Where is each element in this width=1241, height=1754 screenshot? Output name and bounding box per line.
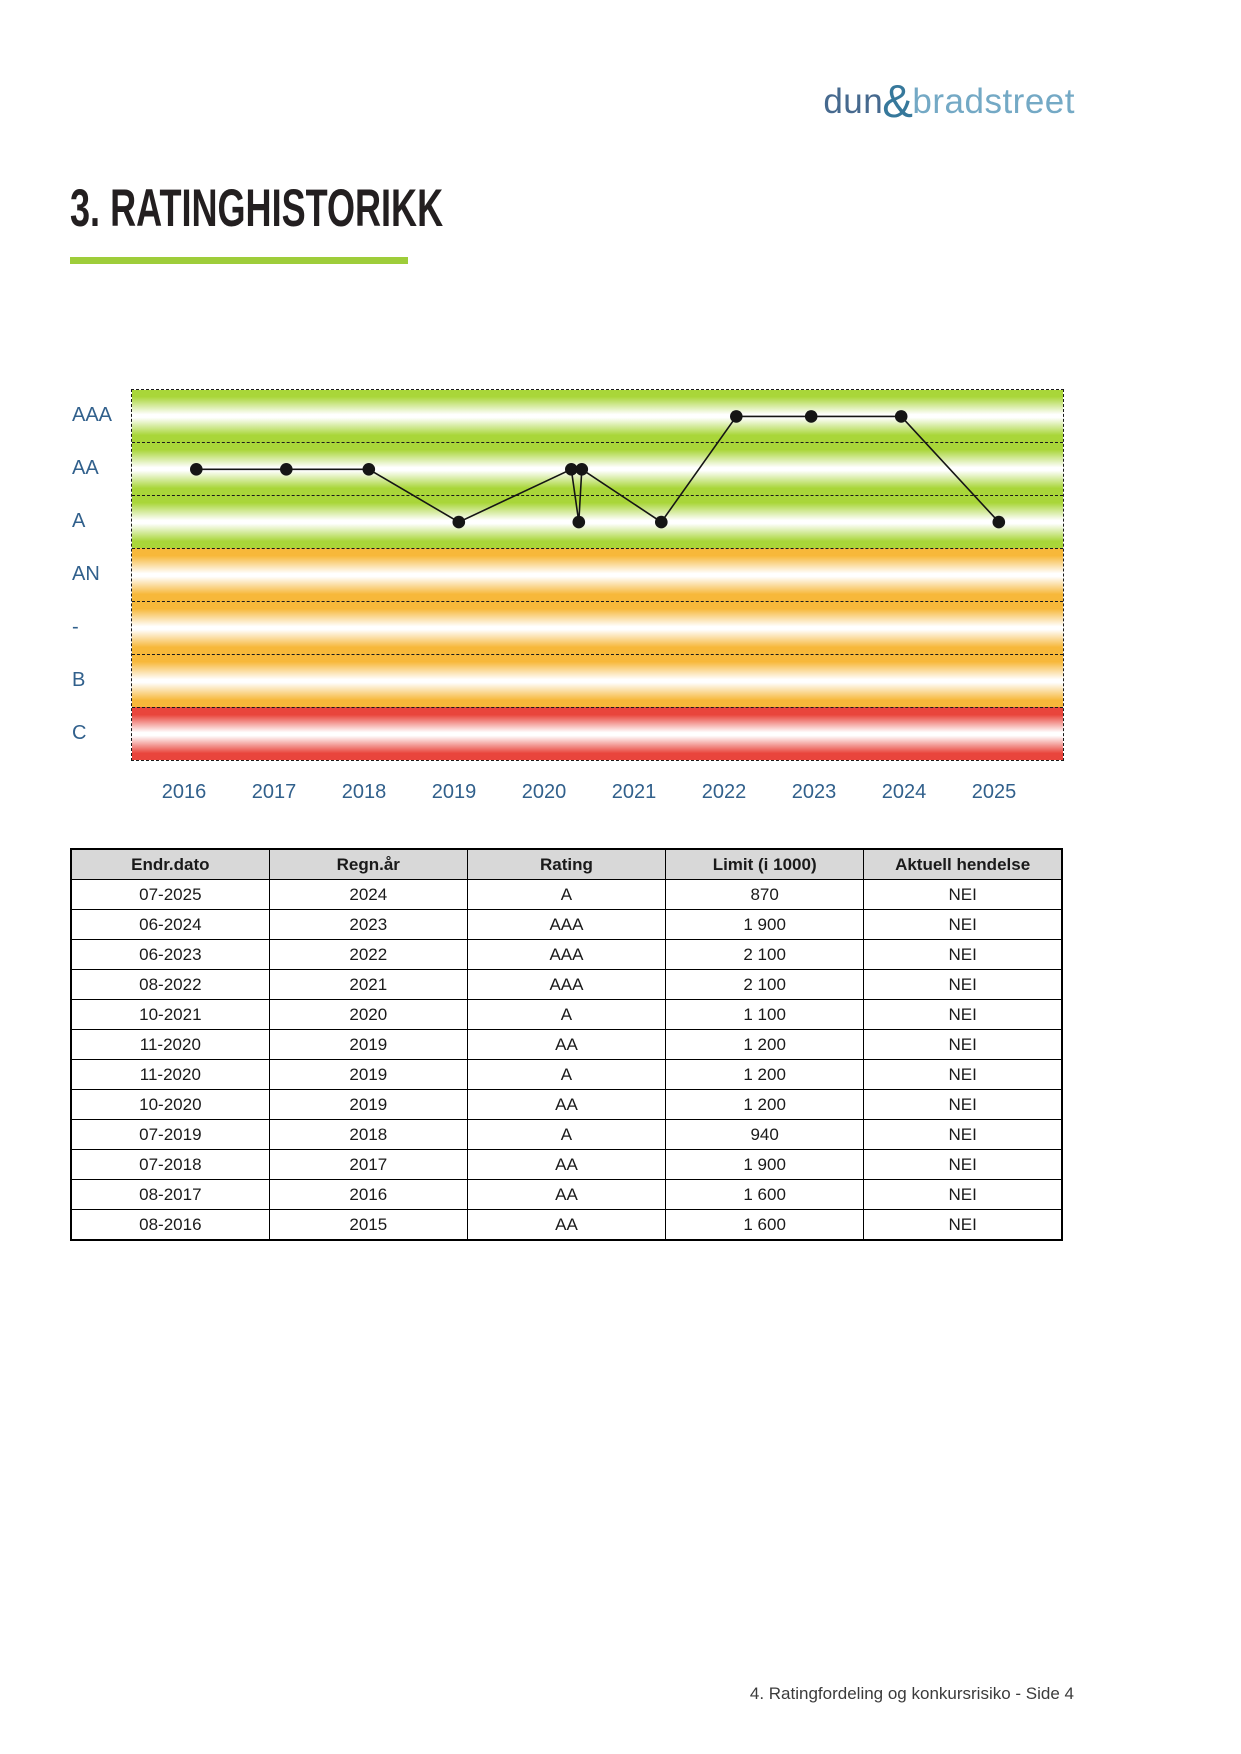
table-row [71,1030,1062,1060]
table-cell: 07-2019 [71,1120,269,1150]
data-point [453,516,466,529]
rating-line [132,390,1063,760]
table-cell: NEI [864,1120,1062,1150]
table-cell: AAA [467,970,665,1000]
table-cell: NEI [864,1000,1062,1030]
table-cell: 2022 [269,940,467,970]
table-cell: AAA [467,910,665,940]
x-axis-label: 2018 [341,781,387,803]
table-cell: NEI [864,910,1062,940]
table-cell: 1 200 [666,1090,864,1120]
table-cell: 2019 [269,1030,467,1060]
table-cell: NEI [864,1090,1062,1120]
table-cell: 2015 [269,1210,467,1241]
table-row [71,970,1062,1000]
table-cell: NEI [864,1210,1062,1241]
table-cell: 07-2018 [71,1150,269,1180]
table-cell: NEI [864,1060,1062,1090]
page-footer: 4. Ratingfordeling og konkursrisiko - Side 4 [749,1684,1074,1703]
x-axis-label: 2016 [161,781,207,803]
column-header: Endr.dato [71,849,269,880]
table-cell: 1 200 [666,1030,864,1060]
table-cell: 2017 [269,1150,467,1180]
table-cell: AA [467,1090,665,1120]
table-cell: 2018 [269,1120,467,1150]
column-header: Rating [467,849,665,880]
y-axis-label: A [72,510,86,533]
table-cell: AA [467,1030,665,1060]
data-point [805,410,818,423]
x-axis-label: 2023 [791,781,837,803]
rating-polyline [196,416,999,522]
column-header: Regn.år [269,849,467,880]
table-cell: 2 100 [666,970,864,1000]
x-axis-label: 2019 [431,781,477,803]
table-cell: NEI [864,1180,1062,1210]
table-cell: 1 900 [666,1150,864,1180]
table-cell: 06-2023 [71,940,269,970]
table-cell: 08-2016 [71,1210,269,1241]
dnb-logo [823,70,1075,127]
y-axis-label: AAA [72,404,113,427]
chart-x-axis [131,780,1062,806]
table-cell: 1 600 [666,1210,864,1241]
table-cell: 2023 [269,910,467,940]
table-cell: 2016 [269,1180,467,1210]
table-cell: 11-2020 [71,1060,269,1090]
table-cell: 2 100 [666,940,864,970]
table-cell: 08-2022 [71,970,269,1000]
data-point [576,463,589,476]
column-header: Limit (i 1000) [666,849,864,880]
data-point [895,410,908,423]
table-body [71,880,1062,1241]
table-cell: NEI [864,970,1062,1000]
table-row [71,880,1062,910]
table-cell: 2020 [269,1000,467,1030]
table-header-row [71,849,1062,880]
table-cell: A [467,1000,665,1030]
table-cell: NEI [864,880,1062,910]
table-row [71,1150,1062,1180]
table-cell: 2019 [269,1090,467,1120]
rating-history-chart [131,389,1064,761]
table-cell: 1 600 [666,1180,864,1210]
table-row [71,1120,1062,1150]
x-axis-label: 2021 [611,781,657,803]
table-row [71,1060,1062,1090]
y-axis-label: AN [72,563,100,585]
table-cell: 08-2017 [71,1180,269,1210]
table-cell: 10-2021 [71,1000,269,1030]
y-axis-label: - [72,615,79,638]
page-title: 3. RATINGHISTORIKK [70,179,444,238]
data-point [655,516,668,529]
table-cell: NEI [864,1030,1062,1060]
chart-y-axis [72,389,130,759]
logo-text-dun: dun [823,82,884,121]
title-underline [70,257,408,264]
table-cell: 06-2024 [71,910,269,940]
data-point [190,463,203,476]
table-row [71,1000,1062,1030]
logo-ampersand-icon: & [882,75,914,127]
table-cell: NEI [864,1150,1062,1180]
rating-history-table [70,848,1063,1241]
table-header-row [71,849,1062,880]
table-cell: 2024 [269,880,467,910]
table-row [71,940,1062,970]
table-cell: 10-2020 [71,1090,269,1120]
data-point [730,410,743,423]
table-row [71,1210,1062,1241]
y-axis-label: B [72,668,86,691]
table-cell: AA [467,1180,665,1210]
y-axis-label: C [72,721,87,744]
logo-text-bradstreet: bradstreet [912,82,1075,121]
data-point [280,463,293,476]
table-cell: A [467,880,665,910]
table-cell: 07-2025 [71,880,269,910]
column-header: Aktuell hendelse [864,849,1062,880]
table-cell: 2019 [269,1060,467,1090]
table-cell: 1 900 [666,910,864,940]
table-cell: 1 200 [666,1060,864,1090]
x-axis-label: 2025 [971,781,1017,803]
table-row [71,910,1062,940]
data-point [993,516,1006,529]
x-axis-label: 2017 [251,781,297,803]
table-cell: AA [467,1150,665,1180]
table-cell: A [467,1120,665,1150]
x-axis-label: 2020 [521,781,567,803]
table-cell: NEI [864,940,1062,970]
table-cell: 2021 [269,970,467,1000]
table-cell: AAA [467,940,665,970]
x-axis-label: 2024 [881,781,927,803]
table-cell: 11-2020 [71,1030,269,1060]
table-row [71,1180,1062,1210]
data-point [363,463,376,476]
table-cell: AA [467,1210,665,1241]
table-cell: 940 [666,1120,864,1150]
table-cell: 1 100 [666,1000,864,1030]
y-axis-label: AA [72,457,99,480]
table-row [71,1090,1062,1120]
table-cell: 870 [666,880,864,910]
table-cell: A [467,1060,665,1090]
data-point [573,516,586,529]
x-axis-label: 2022 [701,781,747,803]
